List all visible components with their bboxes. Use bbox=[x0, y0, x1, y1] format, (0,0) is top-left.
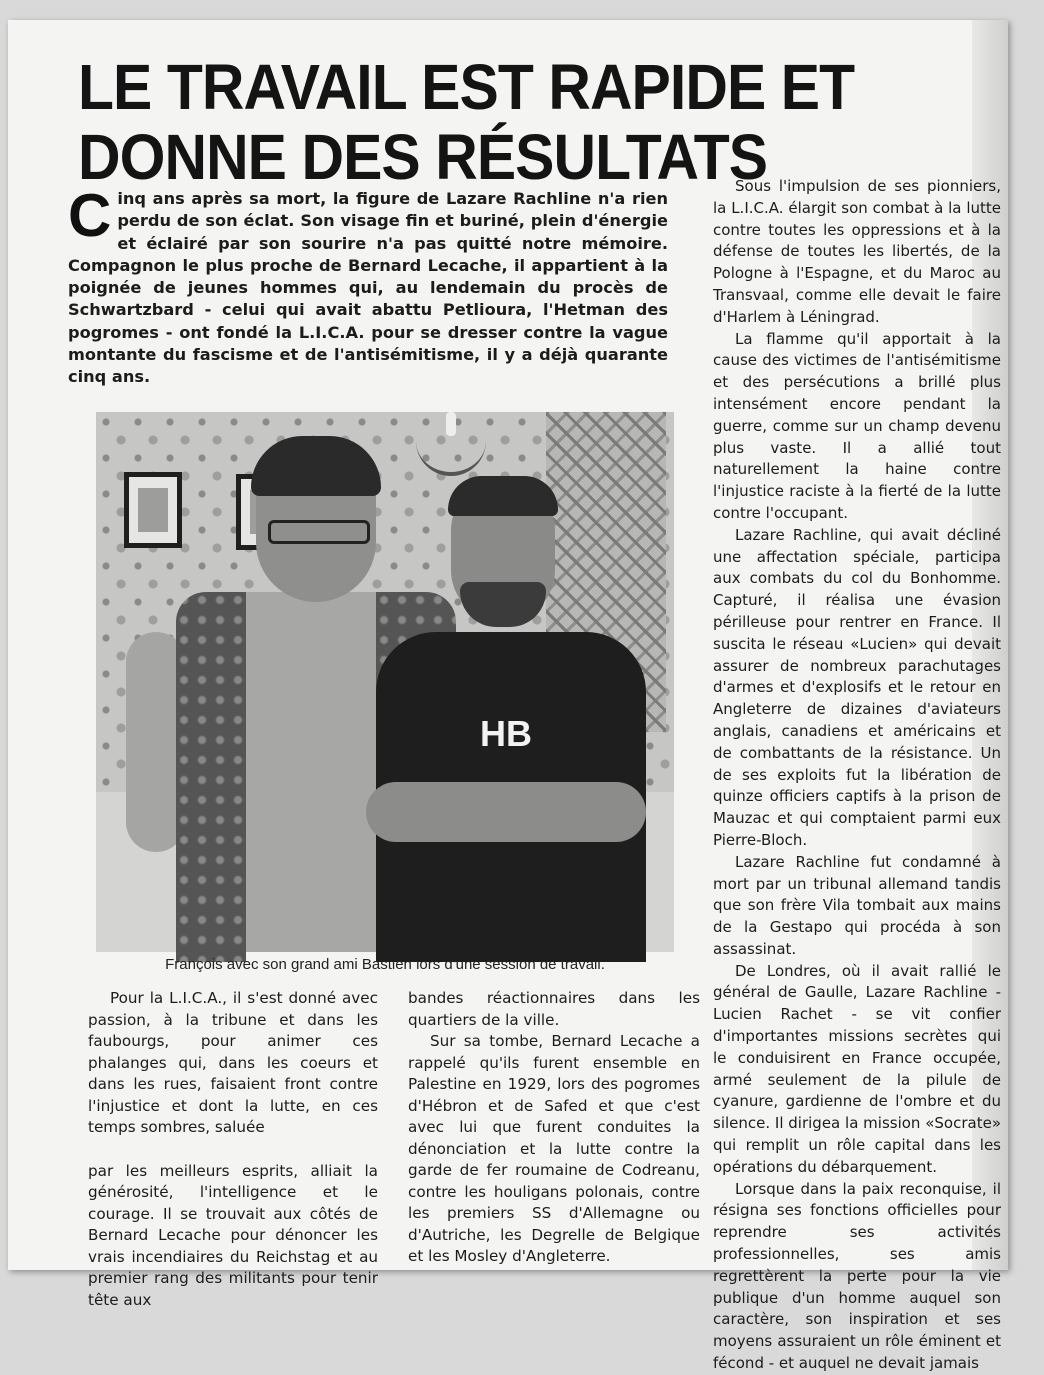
article-paragraph: Lazare Rachline, qui avait décliné une affectation spéciale, participa aux combats du col du Bonhomme. Capturé, il réalisa une évasion périlleuse pour rentrer en France. Il suscita le réseau «Lucien» qui devait assurer de nombreux parachutages d'armes et d'explosifs et le retour en Angleterre de dizaines d'aviateurs anglais, canadiens et américains et de combattants de la résistance. Un de ses exploits fut la libération de quinze officiers captifs à la prison de Mauzac et qui comptaient parmi eux Pierre-Bloch. bbox=[713, 525, 1001, 849]
photo-person-crossed-arms bbox=[366, 782, 646, 842]
article-headline: LE TRAVAIL EST RAPIDE ET DONNE DES RÉSULTATS bbox=[78, 51, 855, 193]
photo-person-right bbox=[356, 482, 656, 962]
newspaper-page bbox=[8, 20, 1008, 1373]
article-paragraph: par les meilleurs esprits, alliait la générosité, l'intelligence et le courage. Il se trouvait aux côtés de Bernard Lecache pour dénoncer les vrais incendiaires du Reichstag et au premier rang des militants pour tenir tête aux bbox=[88, 1161, 378, 1309]
article-paragraph: De Londres, où il avait rallié le général de Gaulle, Lazare Rachline - Lucien Rachet - se vit confier d'importantes missions secrètes qui le conduisirent en France occupée, armé seulement de la pilule de cyanure, gardienne de l'ombre et du silence. Il dirigea la mission «Socrate» qui remplit un rôle capital dans les opérations du débarquement. bbox=[713, 961, 1001, 1176]
photo-person-glasses bbox=[268, 520, 370, 544]
photo-person-hair bbox=[448, 476, 558, 516]
article-paragraph: Lorsque dans la paix reconquise, il résigna ses fonctions officielles pour reprendre ses activités professionnelles, ses amis regrettèrent la perte pour la vie publique d'un homme auquel son caractère, son inspiration et ses moyens assuraient un rôle éminent et fécond - et auquel ne devait jamais bbox=[713, 1179, 1001, 1373]
article-paragraph: La flamme qu'il apportait à la cause des victimes de l'antisémitisme et des persécutions a brillé plus intensément encore pendant la guerre, comme sur un champ devenu plus vaste. Il a allié tout naturellement la haine contre l'injustice raciste à la fierté de la lutte contre l'occupant. bbox=[713, 329, 1001, 522]
drop-cap: C bbox=[68, 182, 112, 249]
photo-caption: François avec son grand ami Bastien lors d'une session de travail. bbox=[165, 956, 605, 973]
photo-person-vest bbox=[176, 592, 246, 962]
article-intro bbox=[68, 182, 668, 389]
article-paragraph: Pour la L.I.C.A., il s'est donné avec passion, à la tribune et dans les faubourgs, pour animer ces phalanges qui, dans les coeurs et dans les rues, faisaient front contre l'injustice et dont la lutte, en ces temps sombres, saluée bbox=[88, 989, 378, 1136]
article-paragraph: bandes réactionnaires dans les quartiers de la ville. bbox=[408, 989, 700, 1029]
article-paragraph: Sur sa tombe, Bernard Lecache a rappelé qu'ils furent ensemble en Palestine en 1929, lors des pogromes d'Hébron et de Safed et que c'est avec lui que furent conduites la dénonciation et la lutte contre la garde de fer roumaine de Codreanu, contre les houligans polonais, contre les premiers SS d'Allemagne ou d'Autriche, les Degrelle de Belgique et les Mosley d'Angleterre. bbox=[408, 1032, 700, 1265]
intro-paragraph: inq ans après sa mort, la figure de Lazare Rachline n'a rien perdu de son éclat. Son visage fin et buriné, plein d'énergie et éclairé par son sourire n'a pas quitté notre mémoire. Compagnon le plus proche de Bernard Lecache, il appartient à la poignée de jeunes hommes qui, au lendemain du procès de Schwartzbard - celui qui avait abattu Petlioura, l'Hetman des pogromes - ont fondé la L.I.C.A. pour se dresser contre la vague montante du fascisme et de l'antisémitisme, il y a déjà quarante cinq ans. bbox=[68, 189, 668, 387]
article-photo bbox=[96, 412, 674, 952]
article-column-bottom-middle bbox=[408, 988, 700, 1268]
photo-person-beard bbox=[460, 582, 546, 627]
article-paragraph: Lazare Rachline fut condamné à mort par un tribunal allemand tandis que son frère Vila tombait aux mains de la Gestapo qui procéda à son assassinat. bbox=[713, 852, 1001, 958]
article-paragraph: Sous l'impulsion de ses pionniers, la L.I.C.A. élargit son combat à la lutte contre toutes les oppressions et à la défense de toutes les libertés, de la Pologne à l'Espagne, et du Maroc au Transvaal, comme elle devait le faire d'Harlem à Léningrad. bbox=[713, 177, 1001, 326]
article-column-right bbox=[713, 176, 1001, 1375]
article-column-bottom-left bbox=[88, 988, 378, 1311]
tshirt-logo: HB bbox=[480, 713, 532, 754]
